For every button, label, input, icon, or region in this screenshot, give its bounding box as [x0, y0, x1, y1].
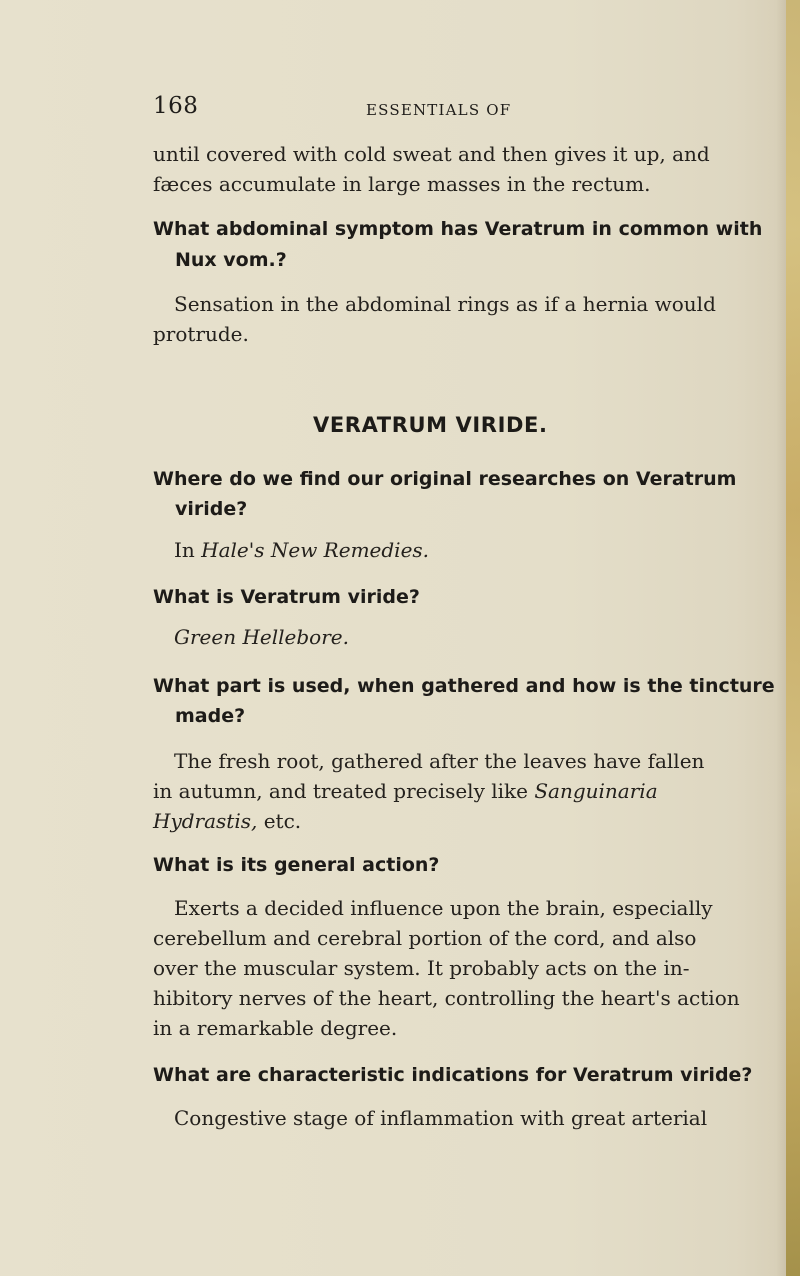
question-line: What are characteristic indications for Veratrum viride?	[153, 1064, 753, 1086]
question-line: viride?	[175, 498, 248, 520]
answer-line: Exerts a decided influence upon the brain, especially	[174, 896, 713, 920]
question-line: What part is used, when gathered and how is the tincture	[153, 675, 775, 697]
answer-line: In Hale's New Remedies.	[174, 538, 430, 562]
answer-line: Sensation in the abdominal rings as if a hernia would	[174, 292, 716, 316]
page-gilt-edge	[786, 0, 800, 1276]
question-line: Nux vom.?	[175, 249, 287, 271]
question-line: Where do we find our original researches on Veratrum	[153, 468, 737, 490]
answer-line: in autumn, and treated precisely like Sanguinaria	[153, 779, 658, 803]
question-line: What abdominal symptom has Veratrum in common with	[153, 218, 763, 240]
page-edge-shadow	[776, 0, 786, 1276]
answer-line: in a remarkable degree.	[153, 1016, 398, 1040]
answer-line: over the muscular system. It probably acts on the in-	[153, 956, 690, 980]
answer-line: cerebellum and cerebral portion of the cord, and also	[153, 926, 697, 950]
answer-line: Congestive stage of inflammation with great arterial	[174, 1106, 708, 1130]
section-heading: VERATRUM VIRIDE.	[313, 413, 548, 437]
paragraph-line: fæces accumulate in large masses in the rectum.	[153, 172, 651, 196]
page-number: 168	[153, 93, 199, 119]
running-title: ESSENTIALS OF	[366, 101, 512, 119]
question-line: made?	[175, 705, 246, 727]
question-line: What is its general action?	[153, 854, 440, 876]
paragraph-line: until covered with cold sweat and then gives it up, and	[153, 142, 710, 166]
answer-line: hibitory nerves of the heart, controlling the heart's action	[153, 986, 740, 1010]
answer-line: The fresh root, gathered after the leaves have fallen	[174, 749, 705, 773]
answer-line: Green Hellebore.	[174, 625, 349, 649]
answer-line: Hydrastis, etc.	[153, 809, 302, 833]
answer-line: protrude.	[153, 322, 249, 346]
book-title: Hale's New Remedies.	[201, 538, 430, 562]
question-line: What is Veratrum viride?	[153, 586, 420, 608]
